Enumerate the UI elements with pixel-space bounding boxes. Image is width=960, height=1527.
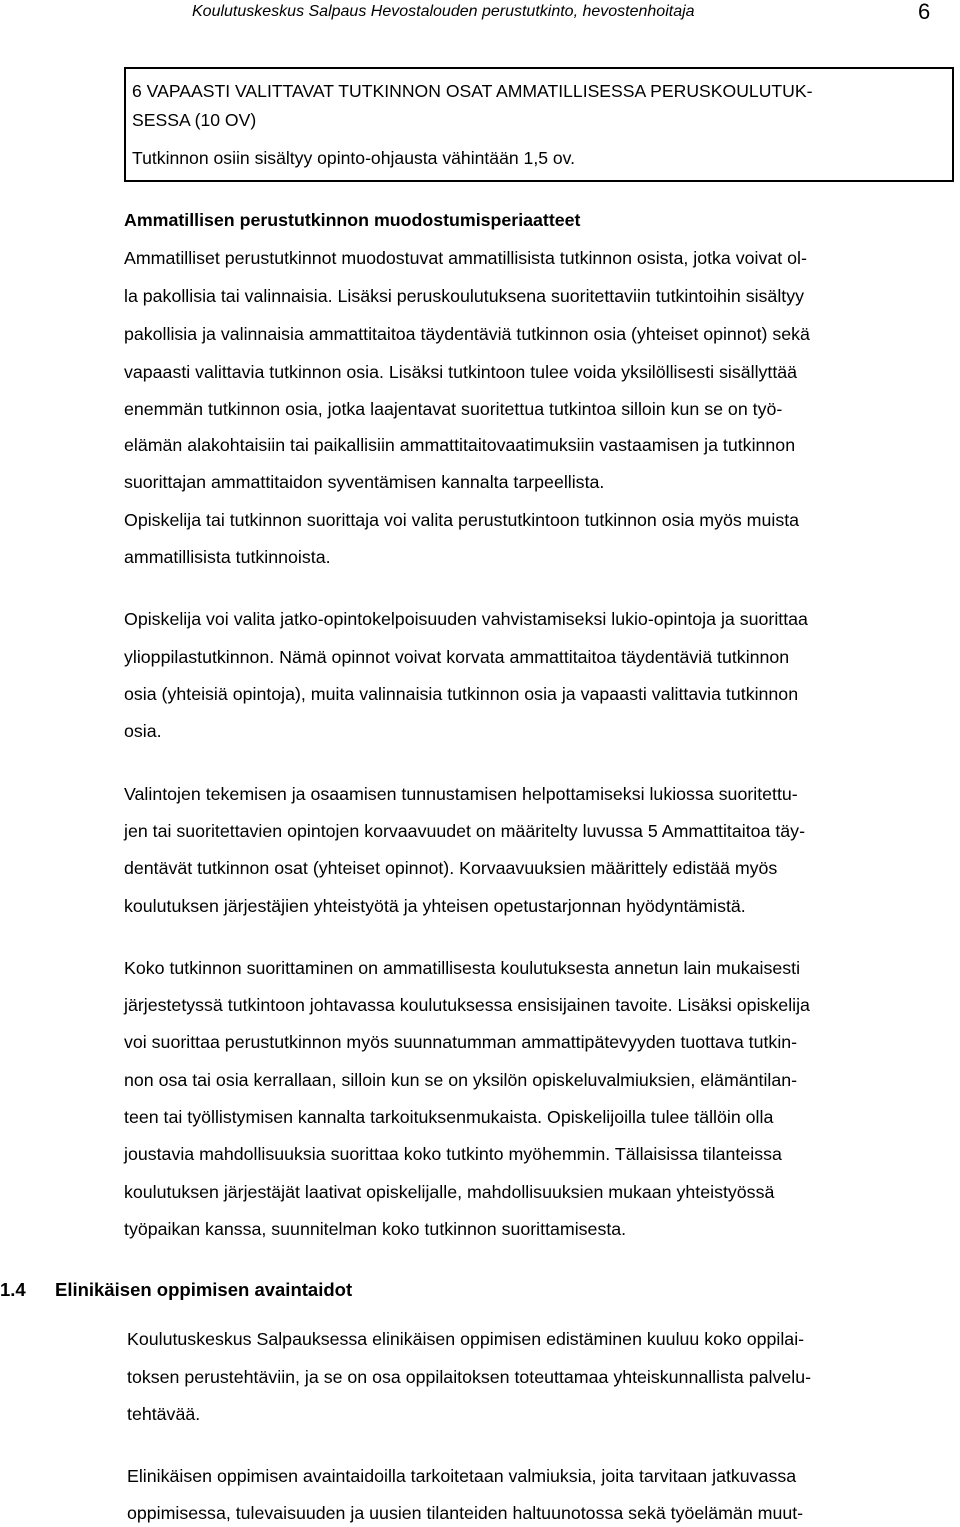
body-line: suorittajan ammattitaidon syventämisen kannalta tarpeellista. — [124, 472, 605, 492]
body-line: koulutuksen järjestäjät laativat opiskelijalle, mahdollisuuksien mukaan yhteistyössä — [124, 1182, 775, 1202]
chapter-box — [124, 67, 954, 182]
body-line: Koulutuskeskus Salpauksessa elinikäisen oppimisen edistäminen kuuluu koko oppilai- — [127, 1329, 805, 1349]
chapter-note: Tutkinnon osiin sisältyy opinto-ohjausta vähintään 1,5 ov. — [132, 148, 576, 168]
body-line: dentävät tutkinnon osat (yhteiset opinnot). Korvaavuuksien määrittely edistää myös — [124, 858, 778, 878]
body-line: non osa tai osia kerrallaan, silloin kun se on yksilön opiskeluvalmiuksien, elämäntilan- — [124, 1070, 798, 1090]
section-heading: Ammatillisen perustutkinnon muodostumisperiaatteet — [124, 210, 581, 230]
chapter-title-line-1: 6 VAPAASTI VALITTAVAT TUTKINNON OSAT AMMATILLISESSA PERUSKOULUTUK- — [132, 81, 813, 101]
body-line: joustavia mahdollisuuksia suorittaa koko tutkinto myöhemmin. Tällaisissa tilanteissa — [124, 1144, 782, 1164]
body-line: Opiskelija tai tutkinnon suorittaja voi valita perustutkintoon tutkinnon osia myös muista — [124, 510, 800, 530]
body-line: Elinikäisen oppimisen avaintaidoilla tarkoitetaan valmiuksia, joita tarvitaan jatkuvassa — [127, 1466, 797, 1486]
body-line: toksen perustehtäviin, ja se on osa oppilaitoksen toteuttamaa yhteiskunnallista palvelu- — [127, 1367, 812, 1387]
body-line: Ammatilliset perustutkinnot muodostuvat ammatillisista tutkinnon osista, jotka voivat ol- — [124, 248, 807, 268]
body-line: järjestetyssä tutkintoon johtavassa koulutuksessa ensisijainen tavoite. Lisäksi opiskelija — [124, 995, 810, 1015]
body-line: jen tai suoritettavien opintojen korvaavuudet on määritelty luvussa 5 Ammattitaitoa täy- — [124, 821, 805, 841]
body-line: elämän alakohtaisiin tai paikallisiin ammattitaitovaatimuksiin vastaamisen ja tutkinnon — [124, 435, 796, 455]
body-line: enemmän tutkinnon osia, jotka laajentavat suoritettua tutkintoa silloin kun se on työ- — [124, 399, 783, 419]
body-line: Opiskelija voi valita jatko-opintokelpoisuuden vahvistamiseksi lukio-opintoja ja suorittaa — [124, 609, 808, 629]
body-line: pakollisia ja valinnaisia ammattitaitoa täydentäviä tutkinnon osia (yhteiset opinnot) sekä — [124, 324, 810, 344]
body-line: ammatillisista tutkinnoista. — [124, 547, 331, 567]
body-line: ylioppilastutkinnon. Nämä opinnot voivat korvata ammattitaitoa täydentäviä tutkinnon — [124, 647, 790, 667]
running-header: Koulutuskeskus Salpaus Hevostalouden perustutkinto, hevostenhoitaja — [192, 3, 695, 20]
body-line: Valintojen tekemisen ja osaamisen tunnustamisen helpottamiseksi lukiossa suoritettu- — [124, 784, 798, 804]
body-line: Koko tutkinnon suorittaminen on ammatillisesta koulutuksesta annetun lain mukaisesti — [124, 958, 801, 978]
body-line: koulutuksen järjestäjien yhteistyötä ja yhteisen opetustarjonnan hyödyntämistä. — [124, 896, 746, 916]
body-line: osia. — [124, 721, 162, 741]
body-line: osia (yhteisiä opintoja), muita valinnaisia tutkinnon osia ja vapaasti valittavia tutkinnon — [124, 684, 799, 704]
body-line: teen tai työllistymisen kannalta tarkoituksenmukaista. Opiskelijoilla tulee tällöin olla — [124, 1107, 774, 1127]
section-title: Elinikäisen oppimisen avaintaidot — [55, 1279, 353, 1300]
body-line: vapaasti valittavia tutkinnon osia. Lisäksi tutkintoon tulee voida yksilöllisesti sisällyttää — [124, 362, 798, 382]
body-line: työpaikan kanssa, suunnitelman koko tutkinnon suorittamisesta. — [124, 1219, 627, 1239]
body-line: voi suorittaa perustutkinnon myös suunnatumman ammattipätevyyden tuottava tutkin- — [124, 1032, 798, 1052]
page-number: 6 — [918, 0, 931, 24]
chapter-title-line-2: SESSA (10 OV) — [132, 110, 257, 130]
body-line: tehtävää. — [127, 1404, 201, 1424]
body-line: la pakollisia tai valinnaisia. Lisäksi peruskoulutuksena suoritettaviin tutkintoihin sisältyy — [124, 286, 804, 306]
body-line: oppimisessa, tulevaisuuden ja uusien tilanteiden haltuunotossa sekä työelämän muut- — [127, 1503, 804, 1523]
section-number: 1.4 — [0, 1279, 26, 1300]
